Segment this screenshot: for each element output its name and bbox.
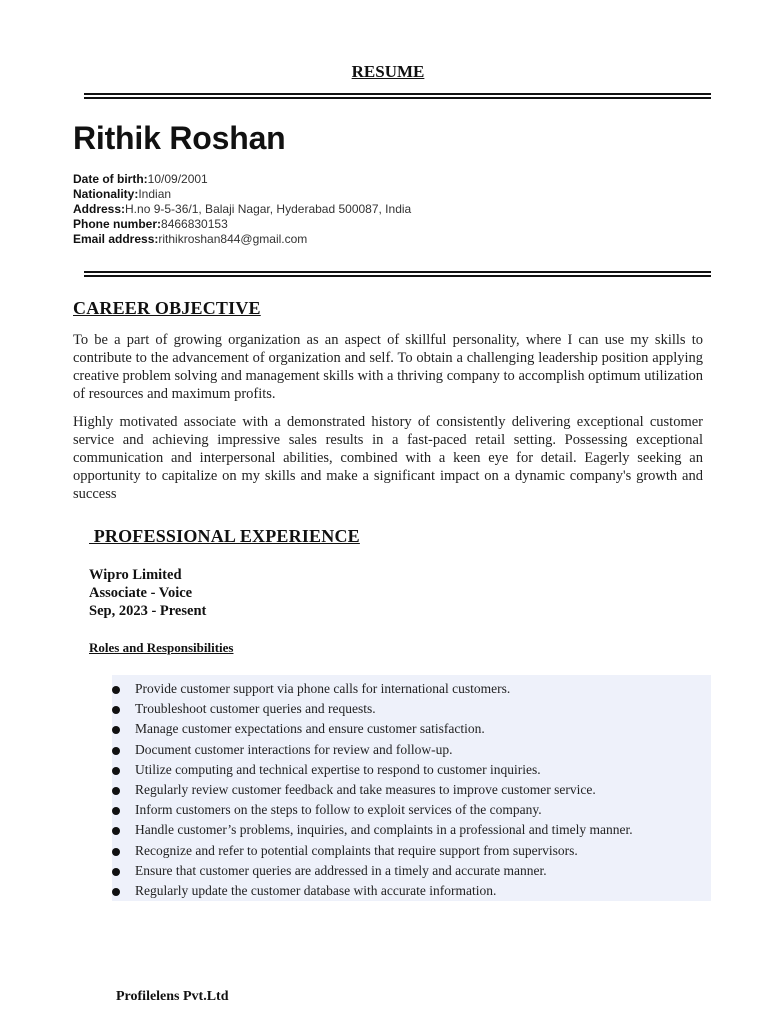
list-item-text: Handle customer’s problems, inquiries, and complaints in a professional and timely manner.: [135, 822, 633, 838]
career-objective-paragraph-2: Highly motivated associate with a demonstrated history of consistently delivering exceptional customer service and achieving impressive sales results in a fast-paced retail setting. Possessing exceptional communication and interpersonal abilities, combined with a keen eye for detail. Eagerly seeking an opportunity to capitalize on my skills and make a significant impact on a dynamic company's growth and success: [73, 414, 703, 502]
bullet-icon: [112, 787, 120, 795]
experience-heading: PROFESSIONAL EXPERIENCE: [89, 526, 360, 546]
list-item: [112, 801, 633, 821]
info-row-address: [73, 202, 411, 217]
bullet-icon: [112, 827, 120, 835]
job-details: [89, 566, 206, 620]
document-title: RESUME: [351, 62, 425, 81]
job-role: Associate - Voice: [89, 585, 193, 601]
list-item: [112, 700, 633, 720]
bullet-icon: [112, 848, 120, 856]
list-item-text: Ensure that customer queries are addressed in a timely and accurate manner.: [135, 862, 547, 878]
list-item-text: Troubleshoot customer queries and requests.: [135, 701, 376, 717]
responsibilities-list: [112, 680, 633, 902]
list-item: [112, 821, 633, 841]
info-value: 10/09/2001: [147, 172, 208, 186]
list-item: [112, 781, 633, 801]
career-objective-paragraph-1: To be a part of growing organization as an aspect of skillful personality, where I can use my skills to contribute to the advancement of organization and self. To obtain a challenging leadership position applying creative problem solving and management skills with a thriving company to accomplish optimum utilization of resources and maximum profits.: [73, 332, 703, 402]
info-label: Date of birth:: [73, 172, 148, 186]
info-rule-top: [84, 271, 711, 273]
info-value: 8466830153: [161, 217, 228, 231]
job-period: Sep, 2023 - Present: [89, 603, 207, 619]
info-label: Nationality:: [73, 187, 139, 201]
bullet-icon: [112, 767, 120, 775]
list-item-text: Utilize computing and technical expertise to respond to customer inquiries.: [135, 761, 541, 777]
list-item-text: Manage customer expectations and ensure customer satisfaction.: [135, 721, 485, 737]
candidate-name: Rithik Roshan: [73, 120, 286, 156]
personal-info: [73, 172, 411, 247]
info-label: Email address:: [73, 232, 159, 246]
footer-company: Profilelens Pvt.Ltd: [116, 989, 229, 1004]
bullet-icon: [112, 807, 120, 815]
list-item: [112, 882, 633, 902]
info-value: H.no 9-5-36/1, Balaji Nagar, Hyderabad 500087, India: [125, 202, 412, 216]
list-item-text: Inform customers on the steps to follow to exploit services of the company.: [135, 802, 542, 818]
list-item: [112, 720, 633, 740]
info-value: Indian: [138, 187, 172, 201]
info-rule-bottom: [84, 275, 711, 277]
header-rule-top: [84, 93, 711, 95]
roles-heading: Roles and Responsibilities: [89, 640, 234, 655]
list-item: [112, 741, 633, 761]
list-item: [112, 842, 633, 862]
info-row-nationality: [73, 187, 411, 202]
bullet-icon: [112, 706, 120, 714]
list-item: [112, 862, 633, 882]
info-value: rithikroshan844@gmail.com: [158, 232, 308, 246]
list-item-text: Regularly review customer feedback and take measures to improve customer service.: [135, 781, 596, 797]
bullet-icon: [112, 888, 120, 896]
info-row-phone: [73, 217, 411, 232]
info-row-dob: [73, 172, 411, 187]
list-item-text: Provide customer support via phone calls for international customers.: [135, 681, 511, 696]
bullet-icon: [112, 868, 120, 876]
list-item: [112, 761, 633, 781]
bullet-icon: [112, 686, 120, 694]
list-item-text: Regularly update the customer database with accurate information.: [135, 882, 497, 898]
info-label: Phone number:: [73, 217, 162, 231]
bullet-icon: [112, 747, 120, 755]
list-item-text: Recognize and refer to potential complaints that require support from supervisors.: [135, 842, 578, 858]
company-name: Wipro Limited: [89, 567, 182, 583]
bullet-icon: [112, 726, 120, 734]
list-item: [112, 680, 633, 700]
career-objective-heading: CAREER OBJECTIVE: [73, 298, 261, 318]
info-label: Address:: [73, 202, 126, 216]
header-rule-bottom: [84, 97, 711, 99]
responsibilities-box: [112, 675, 711, 901]
list-item-text: Document customer interactions for review and follow-up.: [135, 741, 453, 757]
info-row-email: [73, 232, 411, 247]
